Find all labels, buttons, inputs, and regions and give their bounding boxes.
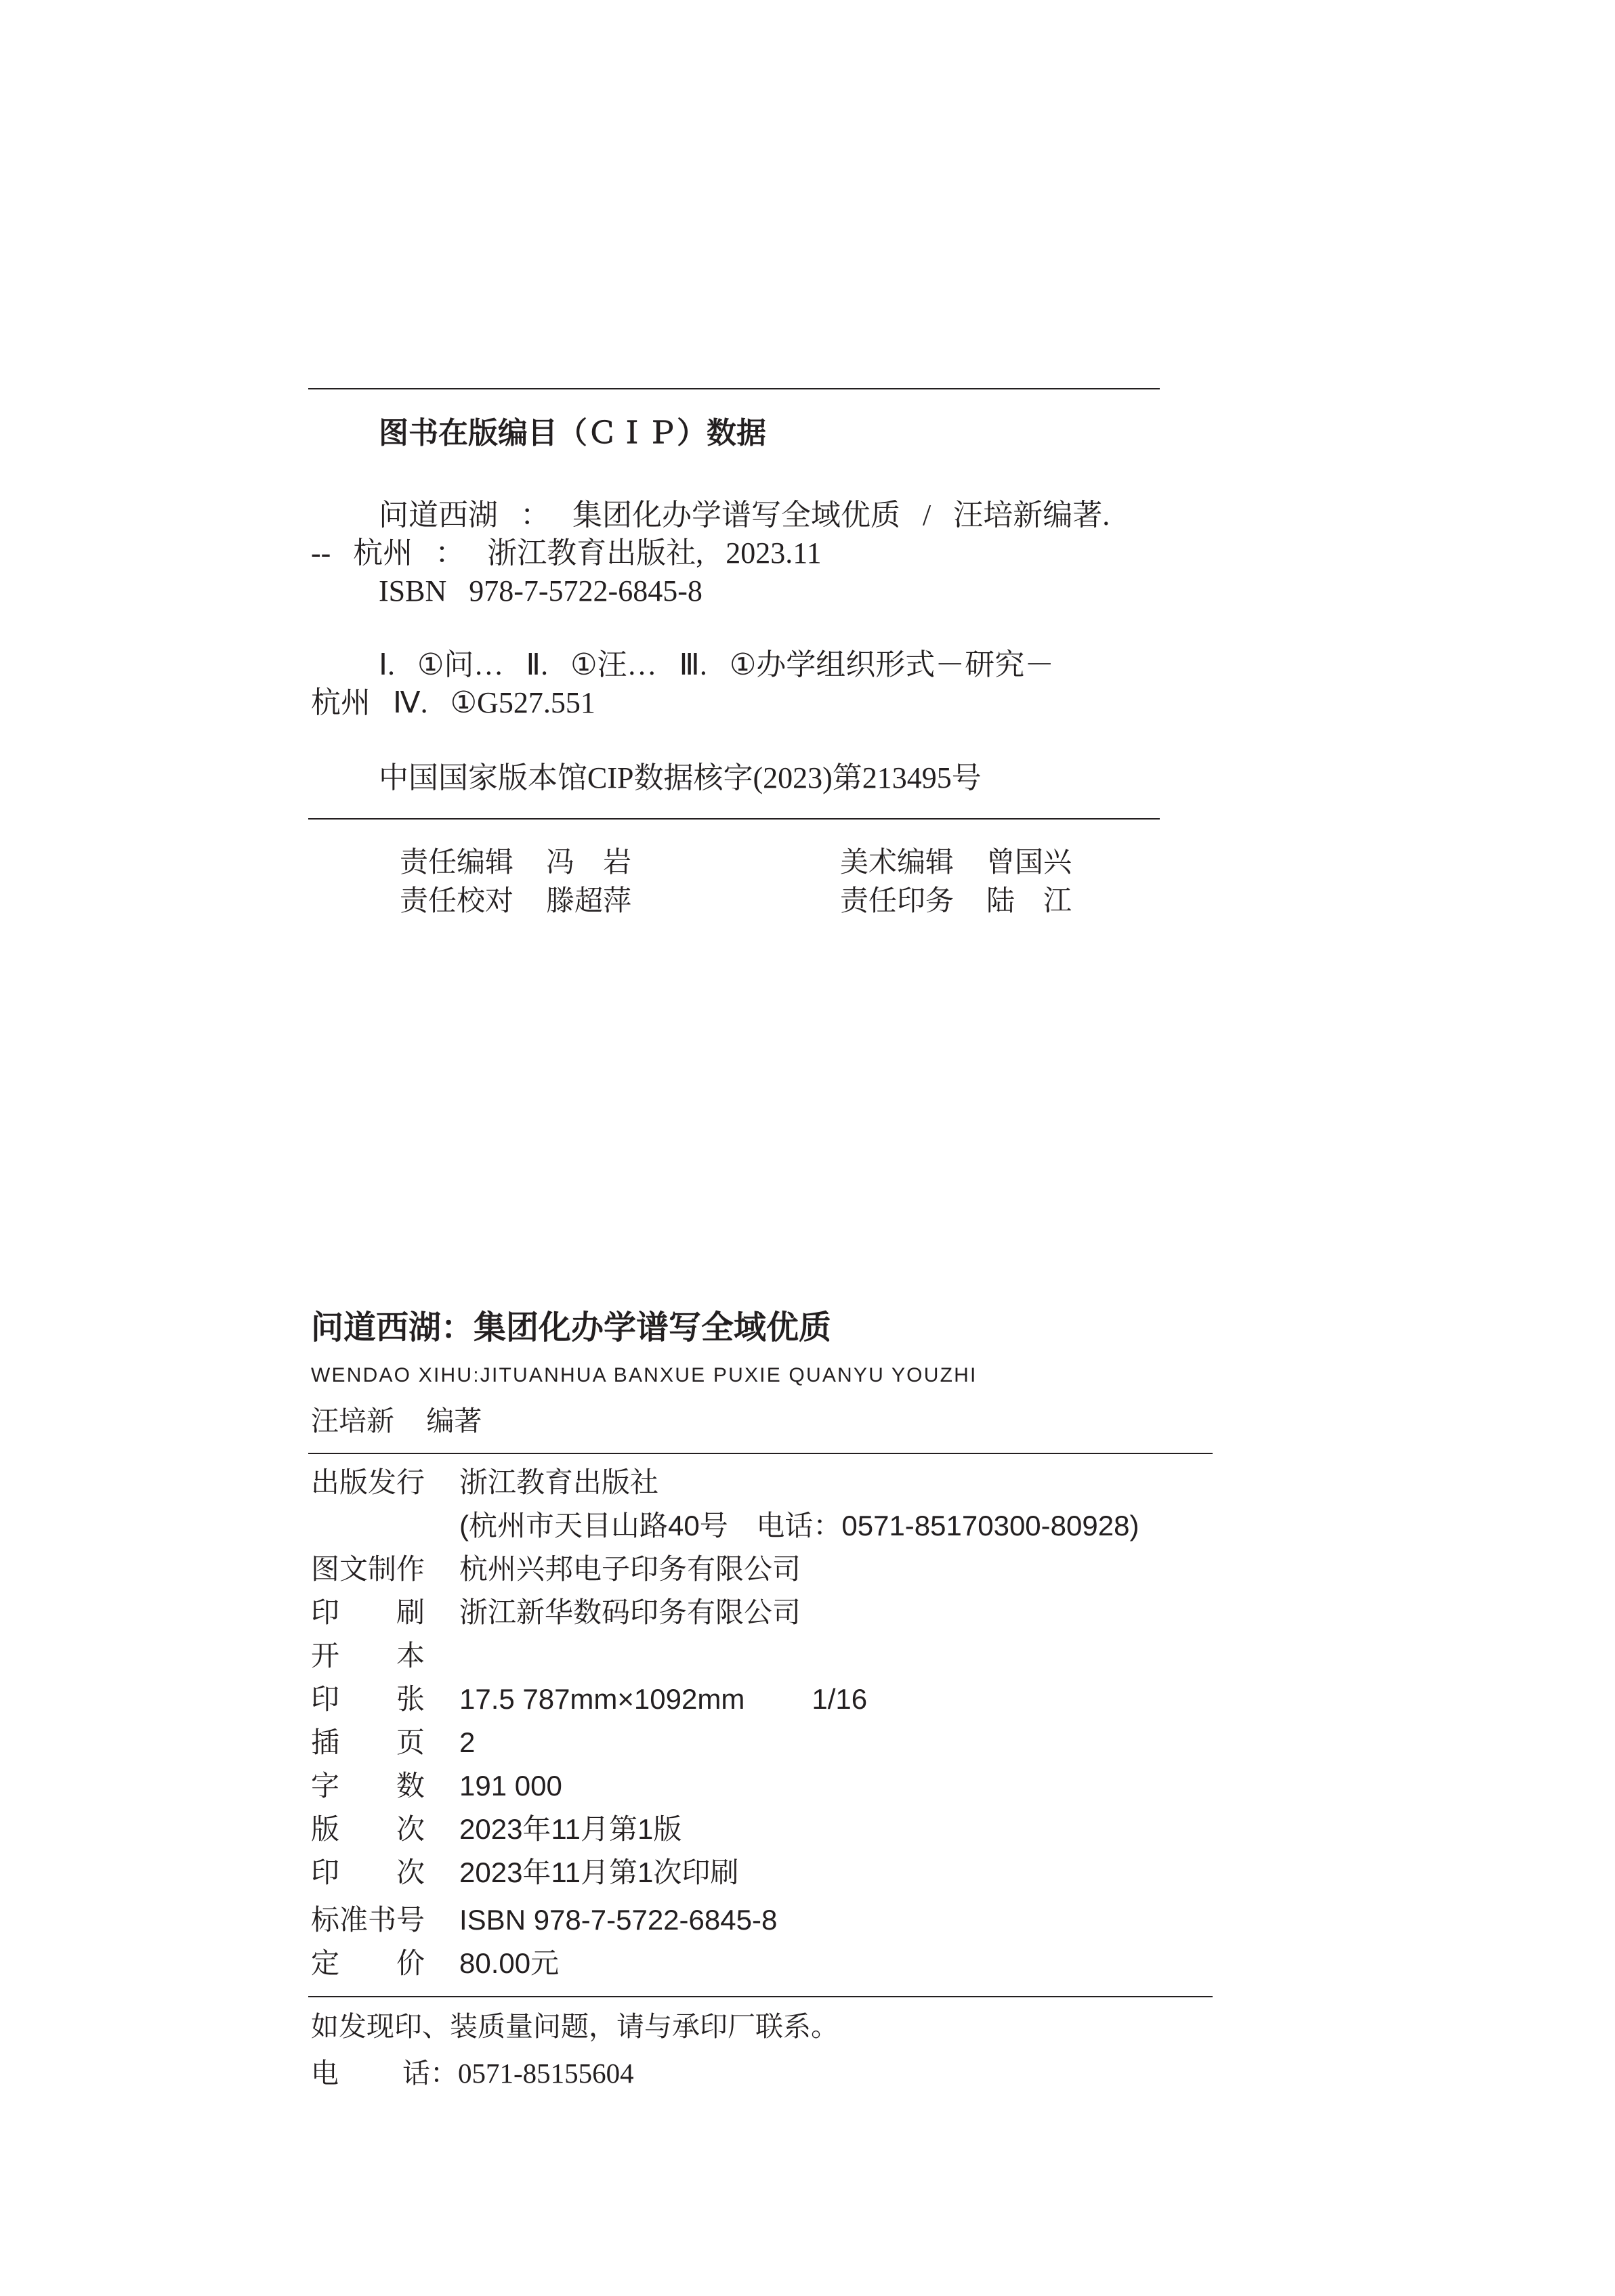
cip-record-subject-line: Ⅰ. ①问… Ⅱ. ①汪… Ⅲ. ①办学组织形式－研究－ xyxy=(379,648,1055,681)
detail-value: 浙江新华数码印务有限公司 xyxy=(459,1596,801,1628)
staff-name: 滕超萍 xyxy=(546,885,632,916)
detail-label: 印 张 xyxy=(311,1683,425,1715)
detail-label: 版 次 xyxy=(311,1813,425,1845)
detail-value: 浙江教育出版社 xyxy=(459,1466,659,1498)
detail-row-printing xyxy=(311,1851,1139,1894)
cip-heading: 图书在版编目（ＣＩＰ）数据 xyxy=(379,417,766,450)
staff-credits xyxy=(400,843,1072,920)
cip-record xyxy=(311,496,1110,797)
staff-entry xyxy=(400,881,840,920)
detail-value: 191 000 xyxy=(459,1770,562,1802)
staff-role: 美术编辑 xyxy=(840,846,955,878)
staff-entry xyxy=(400,843,840,881)
book-info-rule xyxy=(308,1453,1213,1454)
detail-label xyxy=(311,1504,425,1548)
detail-row-isbn xyxy=(311,1898,1139,1942)
paper-size: 787mm×1092mm xyxy=(522,1683,745,1715)
staff-role: 责任校对 xyxy=(400,885,514,916)
detail-label: 图文制作 xyxy=(311,1553,425,1585)
detail-label: 插 页 xyxy=(311,1726,425,1758)
staff-row xyxy=(400,881,1072,920)
detail-value: 杭州兴邦电子印务有限公司 xyxy=(459,1553,801,1585)
detail-value: 2023年11月第1版 xyxy=(459,1813,682,1845)
detail-value: 2 xyxy=(459,1726,476,1758)
cip-record-isbn-line: ISBN 978-7-5722-6845-8 xyxy=(379,574,702,608)
detail-value: 2023年11月第1次印刷 xyxy=(459,1856,739,1888)
book-details xyxy=(311,1461,1139,1985)
detail-value: 17.5 xyxy=(459,1683,515,1715)
staff-entry xyxy=(840,843,1072,881)
detail-row-word-count xyxy=(311,1764,1139,1808)
notice-text: 如发现印、装质量问题，请与承印厂联系。 xyxy=(311,2011,839,2042)
book-author: 汪培新 编著 xyxy=(311,1405,482,1437)
cip-bottom-rule xyxy=(308,818,1160,820)
detail-value: (杭州市天目山路40号 电话：0571-85170300-80928) xyxy=(459,1510,1139,1542)
detail-row-price xyxy=(311,1942,1139,1985)
folio: 1/16 xyxy=(812,1683,868,1715)
detail-label: 字 数 xyxy=(311,1770,425,1802)
detail-label: 印 刷 xyxy=(311,1596,425,1628)
phone-number: ：0571-85155604 xyxy=(430,2058,634,2089)
staff-role: 责任印务 xyxy=(840,885,955,916)
detail-row-edition xyxy=(311,1808,1139,1851)
detail-label: 开 本 xyxy=(311,1640,425,1672)
details-bottom-rule xyxy=(308,1996,1213,1997)
book-title-pinyin: WENDAO XIHU:JITUANHUA BANXUE PUXIE QUANYU YOUZHI xyxy=(311,1364,978,1386)
detail-row-publisher-address xyxy=(311,1504,1139,1548)
notice-phone-line xyxy=(311,2050,839,2097)
phone-label: 电 话 xyxy=(311,2058,430,2089)
detail-row-printer xyxy=(311,1591,1139,1634)
staff-name: 冯 岩 xyxy=(546,846,631,878)
cip-record-title-line: 问道西湖 ： 集团化办学谱写全域优质 / 汪培新编著. xyxy=(379,498,1110,532)
quality-notice xyxy=(311,2003,839,2097)
detail-row-typesetting xyxy=(311,1548,1139,1591)
cip-record-verification-line: 中国国家版本馆CIP数据核字(2023)第213495号 xyxy=(379,761,982,794)
detail-label: 印 次 xyxy=(311,1856,425,1888)
staff-name: 陆 江 xyxy=(986,885,1072,916)
detail-label: 出版发行 xyxy=(311,1466,425,1498)
staff-role: 责任编辑 xyxy=(400,846,514,878)
detail-label: 标准书号 xyxy=(311,1904,425,1936)
detail-value: ISBN 978-7-5722-6845-8 xyxy=(459,1904,778,1936)
cip-top-rule xyxy=(308,388,1160,389)
staff-entry xyxy=(840,881,1072,920)
staff-name: 曾国兴 xyxy=(986,846,1072,878)
book-title: 问道西湖：集团化办学谱写全域优质 xyxy=(311,1310,832,1346)
cip-record-publisher-line: -- 杭州 ： 浙江教育出版社, 2023.11 xyxy=(311,536,822,570)
detail-row-publisher xyxy=(311,1461,1139,1504)
detail-value: 80.00元 xyxy=(459,1947,560,1979)
detail-row-inserts xyxy=(311,1721,1139,1764)
detail-label: 定 价 xyxy=(311,1947,425,1979)
cip-record-classification-line: 杭州 Ⅳ. ①G527.551 xyxy=(311,686,595,719)
staff-row xyxy=(400,843,1072,881)
